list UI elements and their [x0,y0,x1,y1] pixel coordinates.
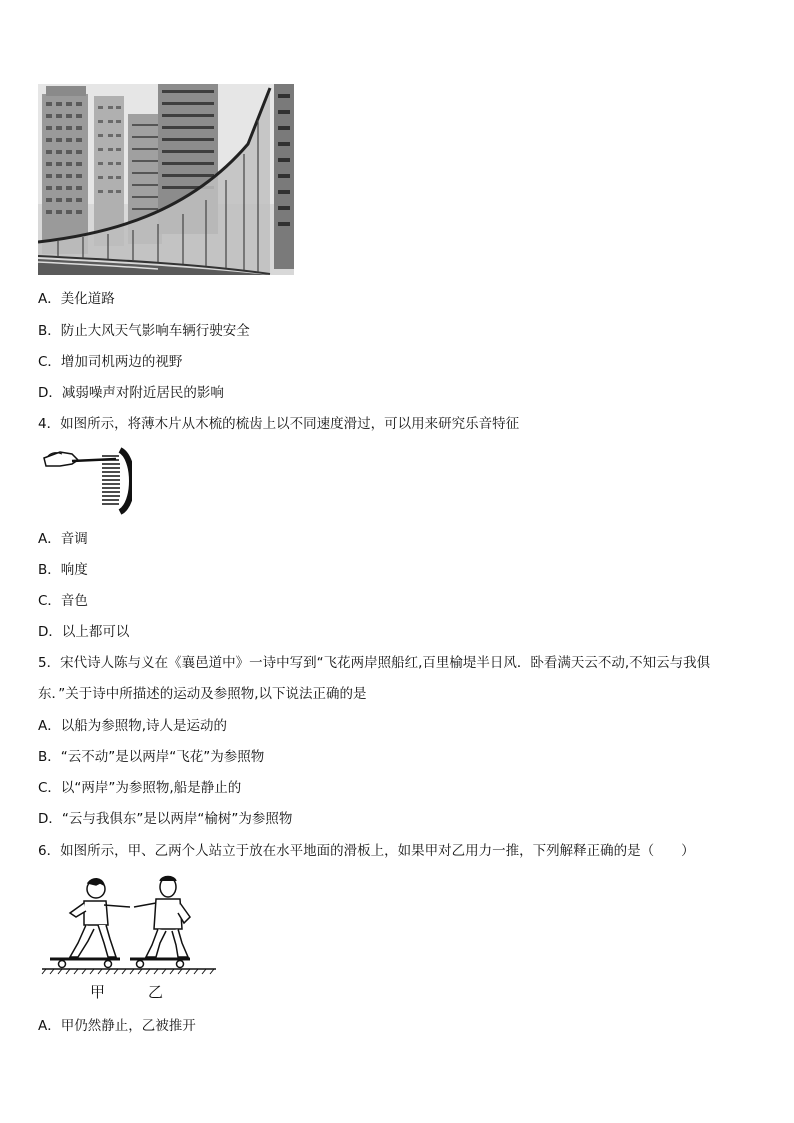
label-yi: 乙 [148,983,164,1001]
skateboard-drawing [40,873,220,1005]
q5-stem-line2: 东．”关于诗中所描述的运动及参照物,以下说法正确的是 [38,686,367,702]
label-jia: 甲 [90,983,106,1001]
comb-figure [42,446,132,516]
q4-option-c: C．音色 [38,593,88,609]
q4-option-b: B．响度 [38,562,88,578]
q5-option-b: B．“云不动”是以两岸“飞花”为参照物 [38,749,265,765]
q4-stem: 4．如图所示，将薄木片从木梳的梳齿上以不同速度滑过，可以用来研究乐音特征 [38,416,520,432]
skateboard-figure [40,873,220,1005]
q4-option-a: A．音调 [38,531,88,547]
q6-stem: 6．如图所示，甲、乙两个人站立于放在水平地面的滑板上，如果甲对乙用力一推，下列解释正确的是（ ） [38,843,695,859]
sound-barrier-photo [38,84,294,275]
comb-drawing [42,446,132,516]
q5-option-c: C．以“两岸”为参照物,船是静止的 [38,780,242,796]
q5-stem-line1: 5．宋代诗人陈与义在《襄邑道中》一诗中写到“飞花两岸照船红,百里榆堤半日风．卧看满天云不动,不知云与我俱 [38,655,711,671]
q3-option-b: B．防止大风天气影响车辆行驶安全 [38,323,250,339]
sound-barrier-photo-drawing [38,84,294,275]
q5-option-a: A．以船为参照物,诗人是运动的 [38,718,228,734]
q3-option-a: A．美化道路 [38,291,115,307]
q6-option-a: A．甲仍然静止，乙被推开 [38,1018,196,1034]
q4-option-d: D．以上都可以 [38,624,130,640]
q5-option-d: D．“云与我俱东”是以两岸“榆树”为参照物 [38,811,293,827]
q3-option-c: C．增加司机两边的视野 [38,354,183,370]
q3-option-d: D．减弱噪声对附近居民的影响 [38,385,224,401]
